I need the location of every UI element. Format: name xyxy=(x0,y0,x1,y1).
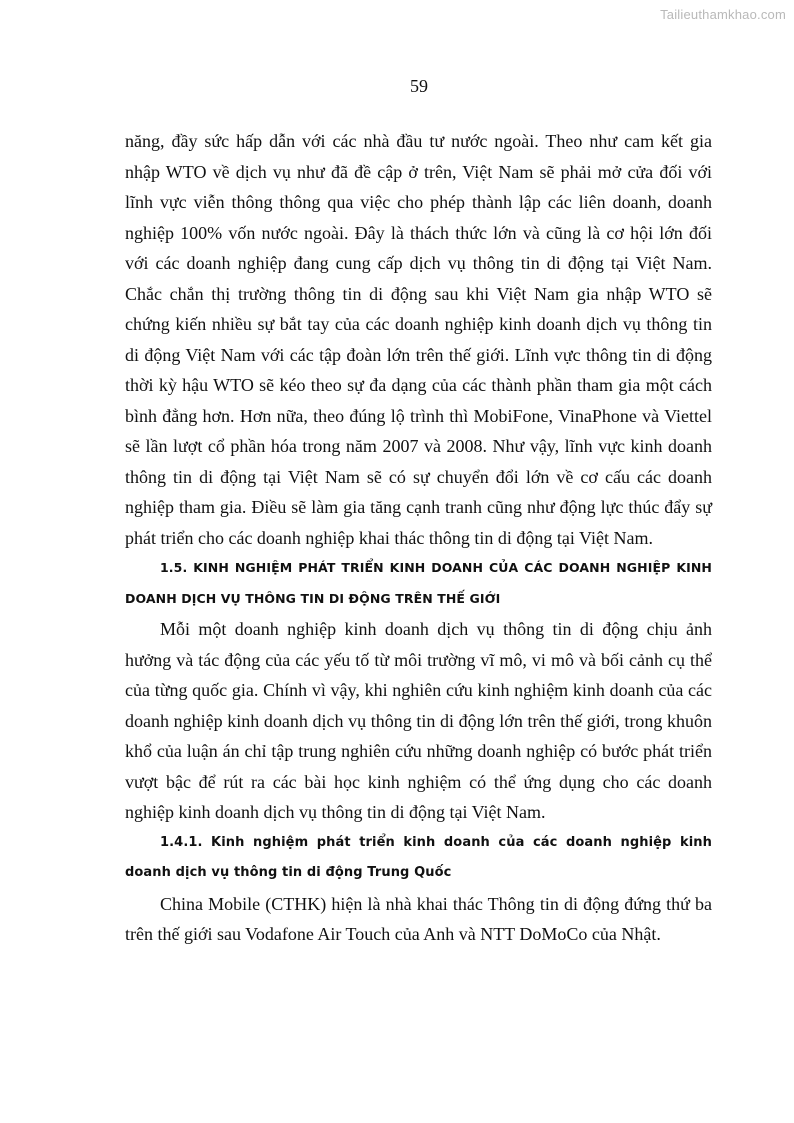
paragraph-china-mobile: China Mobile (CTHK) hiện là nhà khai thác Thông tin di động đứng thứ ba trên thế giới sau Vodafone Air Touch của Anh và NTT DoMoCo của Nhật. xyxy=(125,893,712,944)
paragraph-section-intro: Mỗi một doanh nghiệp kinh doanh dịch vụ thông tin di động chịu ảnh hưởng và tác động của các yếu tố từ môi trường vĩ mô, vi mô và bối cảnh cụ thể của từng quốc gia. Chính vì vậy, khi nghiên cứu kinh nghiệm kinh doanh của các doanh nghiệp kinh doanh dịch vụ thông tin di động lớn trên thế giới, trong khuôn khổ của luận án chỉ tập trung nghiên cứu những doanh nghiệp có bước phát triển vượt bậc để rút ra các bài học kinh nghiệm có thể ứng dụng cho các doanh nghiệp kinh doanh dịch vụ thông tin di động tại Việt Nam. xyxy=(125,619,712,822)
section-heading-1-5: 1.5. KINH NGHIỆM PHÁT TRIỂN KINH DOANH CỦA CÁC DOANH NGHIỆP KINH DOANH DỊCH VỤ THÔNG TIN DI ĐỘNG TRÊN THẾ GIỚI xyxy=(125,560,712,606)
subsection-heading-1-4-1: 1.4.1. Kinh nghiệm phát triển kinh doanh của các doanh nghiệp kinh doanh dịch vụ thông tin di động Trung Quốc xyxy=(125,834,712,880)
watermark: Tailieuthamkhao.com xyxy=(660,7,786,22)
page-number: 59 xyxy=(410,76,428,96)
paragraph-continuation: năng, đầy sức hấp dẫn với các nhà đầu tư nước ngoài. Theo như cam kết gia nhập WTO về dịch vụ như đã đề cập ở trên, Việt Nam sẽ phải mở cửa đối với lĩnh vực viễn thông thông qua việc cho phép thành lập các liên doanh, doanh nghiệp 100% vốn nước ngoài. Đây là thách thức lớn và cũng là cơ hội lớn đối với các doanh nghiệp đang cung cấp dịch vụ thông tin di động tại Việt Nam. Chắc chắn thị trường thông tin di động sau khi Việt Nam gia nhập WTO sẽ chứng kiến nhiều sự bắt tay của các doanh nghiệp kinh doanh dịch vụ thông tin di động Việt Nam với các tập đoàn lớn trên thế giới. Lĩnh vực thông tin di động thời kỳ hậu WTO sẽ kéo theo sự đa dạng của các thành phần tham gia một cách bình đẳng hơn. Hơn nữa, theo đúng lộ trình thì MobiFone, VinaPhone và Viettel sẽ lần lượt cổ phần hóa trong năm 2007 và 2008. Như vậy, lĩnh vực kinh doanh thông tin di động tại Việt Nam sẽ có sự chuyển đổi lớn về cơ cấu các doanh nghiệp tham gia. Điều sẽ làm gia tăng cạnh tranh cũng như động lực thúc đẩy sự phát triển cho các doanh nghiệp khai thác thông tin di động tại Việt Nam. xyxy=(125,131,712,548)
document-body xyxy=(125,126,712,950)
